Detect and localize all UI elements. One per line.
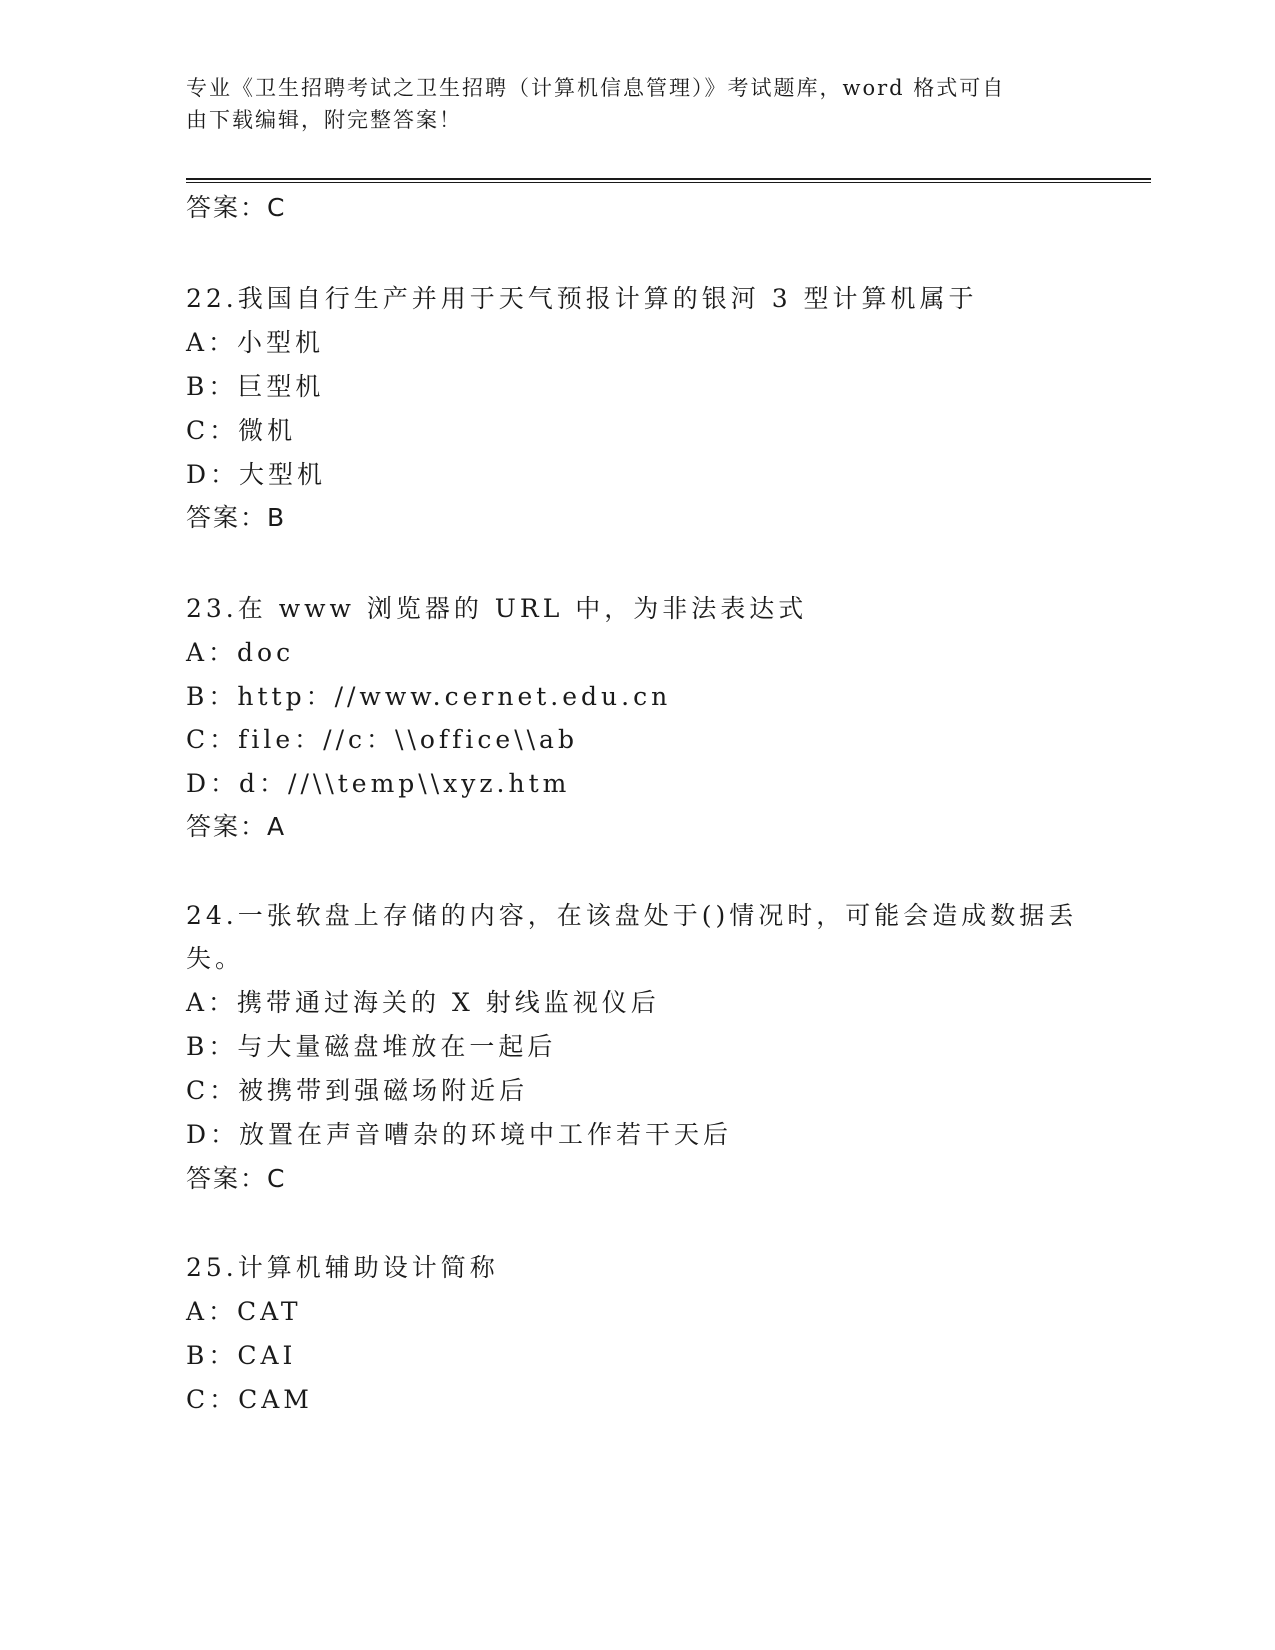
header-line-2: 由下载编辑，附完整答案！ [186, 108, 462, 132]
question-22-option-d: D：大型机 [186, 460, 327, 489]
header-line-1: 专业《卫生招聘考试之卫生招聘（计算机信息管理）》考试题库，word 格式可自 [186, 76, 1006, 100]
question-24-stem: 24.一张软盘上存储的内容，在该盘处于()情况时，可能会造成数据丢 [186, 901, 1078, 930]
question-22-option-a: A：小型机 [186, 328, 325, 357]
document-header [186, 72, 1066, 136]
question-23-option-a: A：doc [186, 638, 295, 667]
answer-24: 答案：C [186, 1164, 287, 1193]
question-25-option-a: A：CAT [186, 1297, 302, 1326]
question-24-option-c: C：被携带到强磁场附近后 [186, 1076, 529, 1105]
question-24-option-b: B：与大量磁盘堆放在一起后 [186, 1032, 557, 1061]
question-23-stem: 23.在 www 浏览器的 URL 中，为非法表达式 [186, 594, 808, 623]
question-25-stem: 25.计算机辅助设计简称 [186, 1253, 499, 1282]
question-23-option-b: B：http：//www.cernet.edu.cn [186, 682, 672, 711]
question-22-option-c: C：微机 [186, 416, 297, 445]
question-23-option-d: D：d：//\\temp\\xyz.htm [186, 769, 571, 798]
answer-22: 答案：B [186, 503, 287, 532]
question-24-option-a: A：携带通过海关的 X 射线监视仪后 [186, 988, 660, 1017]
answer-21: 答案：C [186, 193, 287, 222]
question-22-stem: 22.我国自行生产并用于天气预报计算的银河 3 型计算机属于 [186, 284, 978, 313]
question-25-option-b: B：CAI [186, 1341, 297, 1370]
answer-23: 答案：A [186, 812, 287, 841]
question-23-option-c: C：file：//c：\\office\\ab [186, 725, 578, 754]
question-24-stem-cont: 失。 [186, 944, 245, 973]
question-25-option-c: C：CAM [186, 1385, 313, 1414]
header-divider [186, 178, 1151, 183]
question-24-option-d: D：放置在声音嘈杂的环境中工作若干天后 [186, 1120, 733, 1149]
question-22-option-b: B：巨型机 [186, 372, 325, 401]
